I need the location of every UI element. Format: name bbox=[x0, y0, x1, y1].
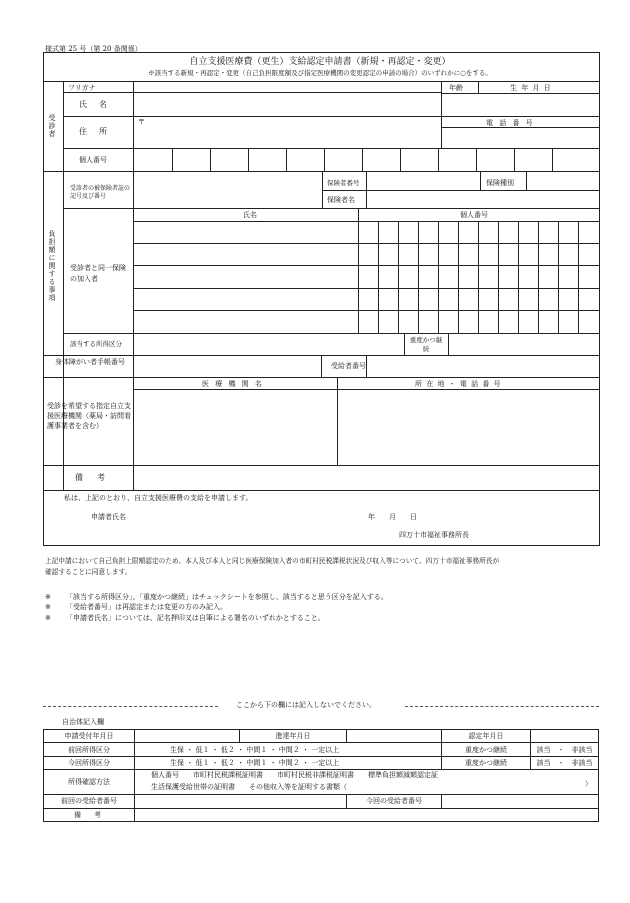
office-remarks-field[interactable] bbox=[135, 808, 599, 821]
handbook-field[interactable] bbox=[134, 356, 320, 376]
note-text-2: 「受給者番号」は再認定または変更の方のみ記入。 bbox=[66, 603, 227, 611]
office-title: 自治体記入欄 bbox=[62, 718, 104, 726]
transmit-date-field[interactable] bbox=[347, 730, 442, 743]
received-date-field[interactable] bbox=[135, 730, 240, 743]
address-label: 住 所 bbox=[79, 127, 109, 136]
member-name-header: 氏名 bbox=[243, 211, 257, 219]
received-date-label: 申請受付年月日 bbox=[44, 730, 135, 743]
office-remarks-label: 備 考 bbox=[44, 808, 135, 821]
consent-line1: 上記申請において自己負担上限額認定のため、本人及び本人と同じ医療保険加入者の市町村民税課税状況及び収入等について、四万十市福祉事務所長が bbox=[45, 557, 500, 565]
note-mark-2: ※ bbox=[45, 603, 51, 611]
remarks-field[interactable] bbox=[134, 466, 598, 489]
name-label: 氏 名 bbox=[79, 100, 109, 109]
institution-address-field[interactable] bbox=[338, 390, 598, 464]
curr-recipient-label: 今回の受給者番号 bbox=[347, 795, 442, 808]
addressee: 四万十市福祉事務所長 bbox=[399, 531, 469, 539]
close-paren: ） bbox=[585, 780, 592, 789]
birth-label: 生 年 月 日 bbox=[510, 84, 552, 92]
application-date: 年 月 日 bbox=[368, 513, 417, 521]
curr-applicable-options[interactable]: 該当 ・ 非該当 bbox=[531, 756, 599, 769]
prev-recipient-label: 前回の受給者番号 bbox=[44, 795, 135, 808]
phone-field[interactable] bbox=[442, 128, 598, 147]
applicant-label: 申請者氏名 bbox=[91, 513, 126, 521]
curr-severe-label: 重度かつ継続 bbox=[442, 756, 531, 769]
note-mark-1: ※ bbox=[45, 593, 51, 601]
consent-line2: 確認することに同意します。 bbox=[45, 568, 132, 576]
insurance-type-label: 保険種別 bbox=[486, 179, 514, 187]
institution-name-header: 医 療 機 関 名 bbox=[202, 380, 264, 388]
confirm-method-options[interactable] bbox=[135, 770, 599, 795]
institution-address-header: 所 在 地 ・ 電 話 番 号 bbox=[415, 380, 502, 388]
handbook-label: 身体障がい者手帳番号 bbox=[55, 358, 125, 366]
recipient-number-label: 受給者番号 bbox=[331, 362, 366, 370]
income-class-label: 該当する所得区分 bbox=[70, 340, 122, 348]
form-title: 自立支援医療費（更生）支給認定申請書（新規・再認定・変更） bbox=[189, 57, 451, 67]
recipient-number-field[interactable] bbox=[367, 356, 598, 376]
prev-income-label: 前回所得区分 bbox=[44, 743, 135, 756]
name-field[interactable] bbox=[134, 93, 440, 115]
income-class-field[interactable] bbox=[134, 334, 404, 354]
insured-card-label: 受診者の被保険者証の記号及び番号 bbox=[70, 185, 131, 201]
severe-field[interactable] bbox=[449, 334, 598, 354]
applicant-name-field[interactable] bbox=[140, 510, 340, 524]
remarks-label: 備 考 bbox=[75, 473, 108, 482]
insurer-name-label: 保険者名 bbox=[327, 196, 355, 204]
prev-severe-label: 重度かつ継続 bbox=[442, 743, 531, 756]
institution-name-field[interactable] bbox=[134, 390, 336, 464]
member-table[interactable] bbox=[134, 222, 358, 332]
address-field[interactable] bbox=[134, 117, 440, 147]
patient-section-label: 受診者 bbox=[48, 114, 56, 138]
form-note: ※該当する新規・再認定・変更（自己負担限度額及び指定医療機関の変更認定の申請の場合）のいずれかに○をする。 bbox=[148, 69, 492, 77]
office-table bbox=[43, 729, 599, 822]
mynumber-boxes[interactable] bbox=[134, 149, 599, 171]
cutline-text: ここから下の欄には記入しないでください。 bbox=[236, 701, 376, 709]
age-label: 年齢 bbox=[449, 84, 463, 92]
burden-section-label: 負担額に関する事項 bbox=[48, 230, 56, 302]
note-text-1: 「該当する所得区分」、「重度かつ継続」はチェックシートを参照し、該当すると思う区分を記入する。 bbox=[66, 593, 388, 601]
phone-label: 電 話 番 号 bbox=[486, 119, 535, 127]
furigana-label: フリガナ bbox=[68, 84, 96, 92]
note-text-3: 「申請者氏名」については、記名押印又は自筆による署名のいずれかとすること。 bbox=[66, 614, 325, 622]
form-number: 様式第 25 号（第 20 条関係） bbox=[45, 45, 142, 53]
declaration-text: 私は、上記のとおり、自立支援医療費の支給を申請します。 bbox=[64, 494, 253, 502]
cutline-left bbox=[43, 706, 218, 707]
prev-recipient-field[interactable] bbox=[135, 795, 347, 808]
same-insurance-label: 受診者と同一保険の加入者 bbox=[70, 264, 126, 283]
curr-income-label: 今回所得区分 bbox=[44, 756, 135, 769]
certified-date-field[interactable] bbox=[531, 730, 599, 743]
severe-label: 重度かつ継続 bbox=[409, 336, 443, 354]
institution-label: 受診を希望する指定自立支援医療機関（薬局・訪問看護事業者を含む） bbox=[47, 402, 131, 431]
insurer-number-label: 保険者番号 bbox=[327, 179, 360, 187]
certified-date-label: 認定年月日 bbox=[442, 730, 531, 743]
confirm-method-label: 所得確認方法 bbox=[44, 770, 135, 795]
curr-income-options[interactable]: 生保 ・ 低１ ・ 低２ ・ 中間１ ・ 中間２ ・ 一定以上 bbox=[135, 756, 442, 769]
note-mark-3: ※ bbox=[45, 614, 51, 622]
postal-mark: 〒 bbox=[138, 118, 145, 126]
confirm-method-line2: 生活保護受給世帯の証明書 その他収入等を証明する書類（ bbox=[151, 783, 347, 792]
member-mynumber-header: 個人番号 bbox=[460, 211, 488, 219]
confirm-method-line1: 個人番号 市町村民税課税証明書 市町村民税非課税証明書 標準負担額減額認定証 bbox=[151, 771, 438, 780]
curr-recipient-field[interactable] bbox=[442, 795, 599, 808]
mynumber-label: 個人番号 bbox=[79, 156, 107, 164]
transmit-date-label: 進達年月日 bbox=[240, 730, 347, 743]
cutline-right bbox=[405, 706, 599, 707]
prev-income-options[interactable]: 生保 ・ 低１ ・ 低２ ・ 中間１ ・ 中間２ ・ 一定以上 bbox=[135, 743, 442, 756]
prev-applicable-options[interactable]: 該当 ・ 非該当 bbox=[531, 743, 599, 756]
